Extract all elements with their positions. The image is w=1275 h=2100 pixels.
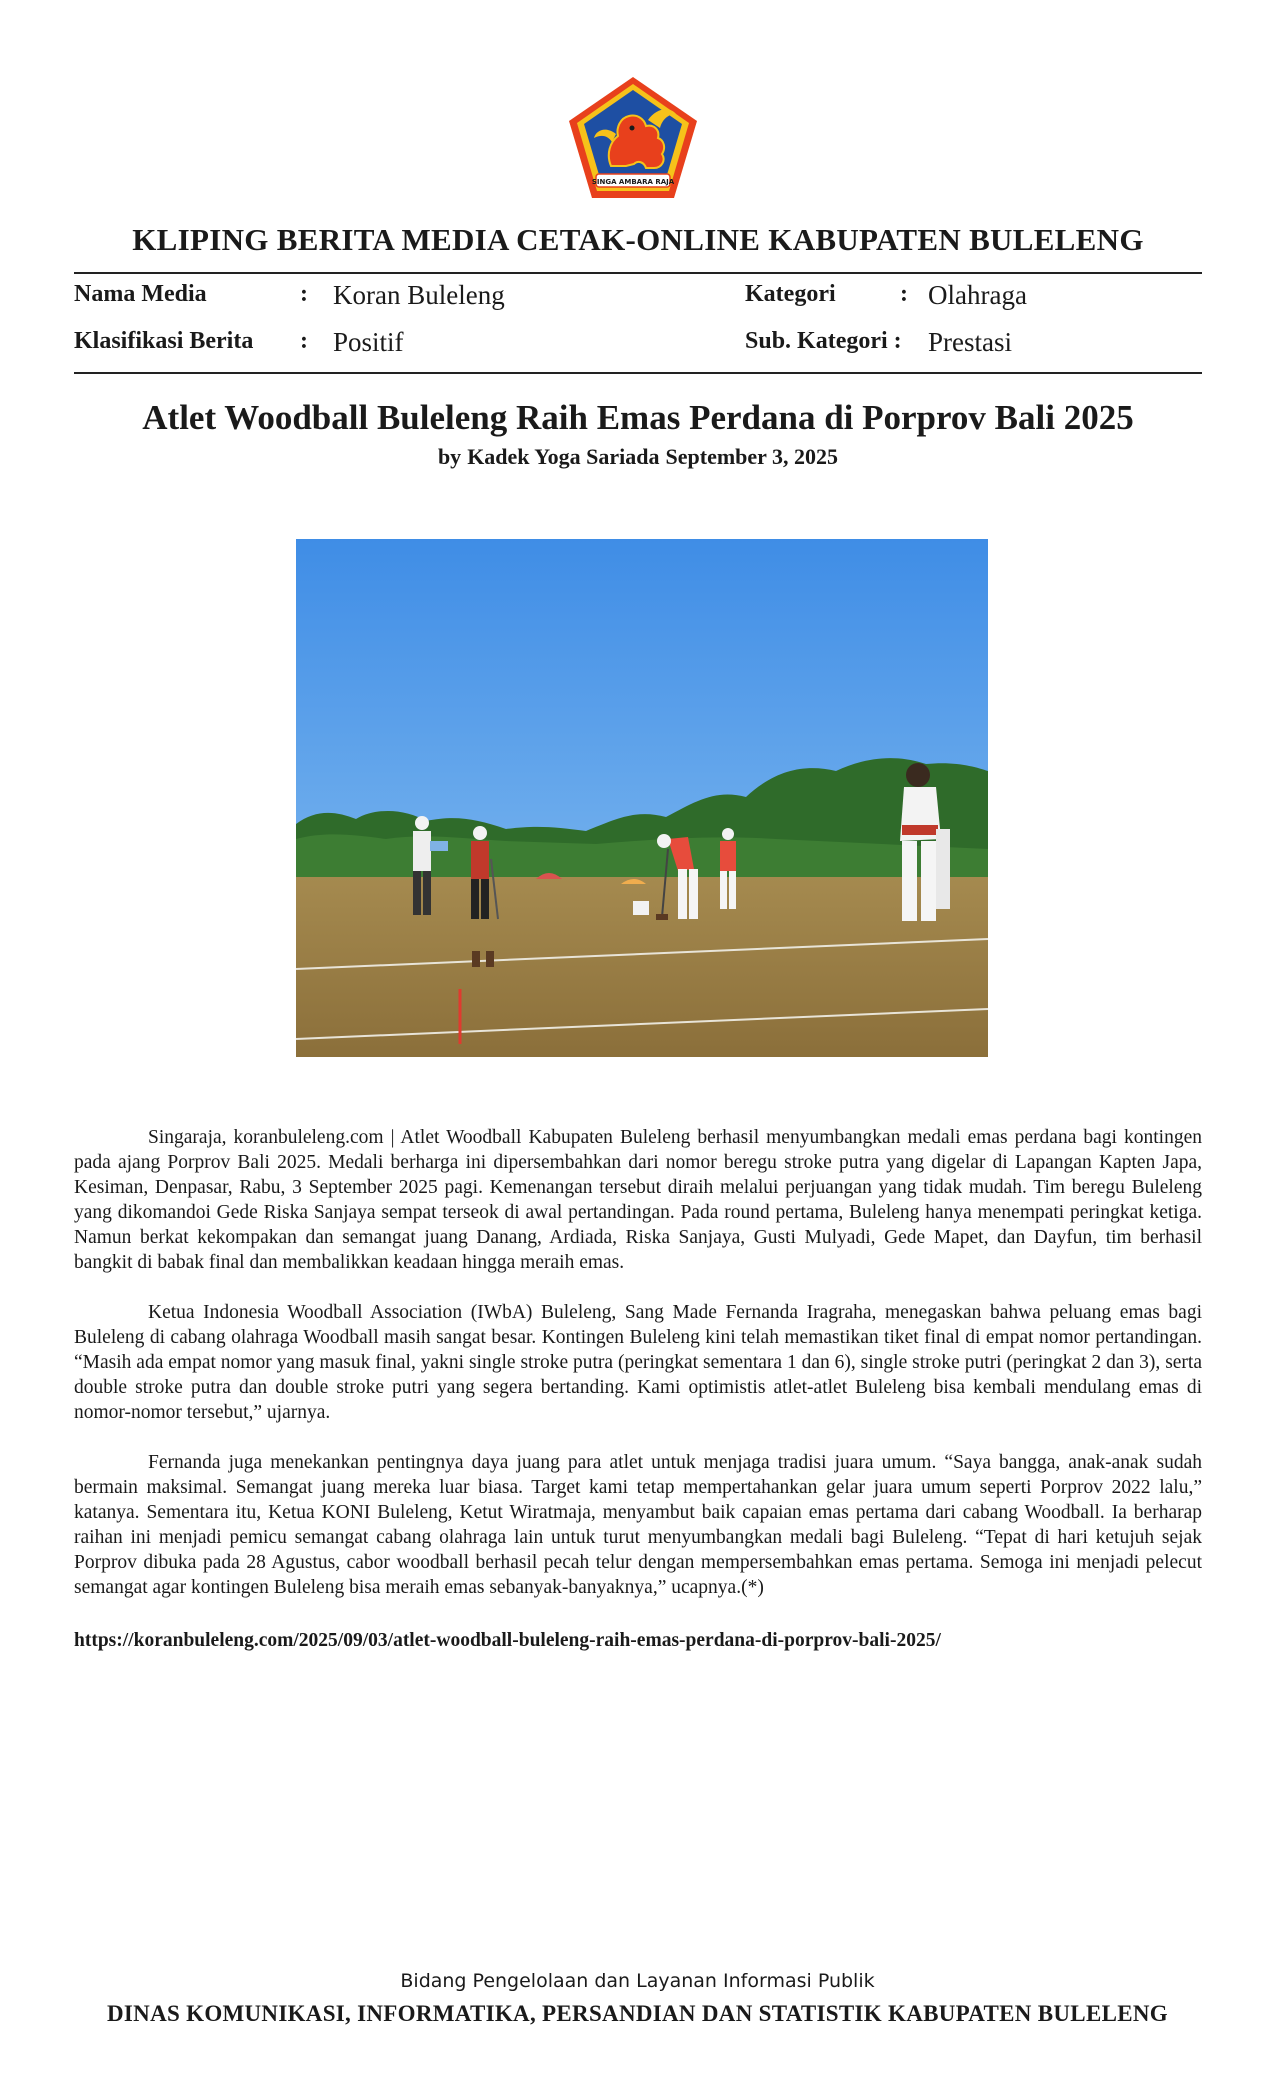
article-paragraph: Singaraja, koranbuleleng.com | Atlet Woodball Kabupaten Buleleng berhasil menyumbangkan medali emas perdana bagi kontingen pada ajang Porprov Bali 2025. Medali berharga ini dipersembahkan dari nomor beregu stroke putra yang digelar di Lapangan Kapten Japa, Kesiman, Denpasar, Rabu, 3 September 2025 pagi. Kemenangan tersebut diraih melalui perjuangan yang tidak mudah. Tim beregu Buleleng yang dikomandoi Gede Riska Sanjaya sempat terseok di awal pertandingan. Pada round pertama, Buleleng hanya menempati peringkat ketiga. Namun berkat kekompakan dan semangat juang Danang, Ardiada, Riska Sanjaya, Gusti Mulyadi, Gede Mapet, dan Dayfun, tim berhasil bangkit di babak final dan membalikkan keadaan hingga meraih emas. [74, 1127, 1202, 1273]
article-paragraph: Ketua Indonesia Woodball Association (IWbA) Buleleng, Sang Made Fernanda Iragraha, menegaskan bahwa peluang emas bagi Buleleng di cabang olahraga Woodball masih sangat besar. Kontingen Buleleng kini telah memastikan tiket final di empat nomor pertandingan. “Masih ada empat nomor yang masuk final, yakni single stroke putra (peringkat sementara 1 dan 6), single stroke putri (peringkat 2 dan 3), serta double stroke putra dan double stroke putri yang segera bertanding. Kami optimistis atlet-atlet Buleleng bisa kembali mendulang emas di nomor-nomor tersebut,” ujarnya. [74, 1302, 1202, 1423]
woodball-match-photo [296, 539, 988, 1057]
article-title: Atlet Woodball Buleleng Raih Emas Perdana di Porprov Bali 2025 [142, 398, 1134, 437]
klasifikasi-label: Klasifikasi Berita [74, 328, 254, 354]
nama-media-colon: : [300, 281, 308, 307]
byline-prefix: by [437, 444, 462, 469]
sub-kategori-value: Prestasi [928, 327, 1012, 357]
kategori-value: Olahraga [928, 280, 1027, 310]
nama-media-value: Koran Buleleng [333, 280, 505, 310]
sub-kategori-label: Sub. Kategori : [745, 328, 902, 354]
nama-media-label: Nama Media [74, 281, 207, 307]
footer-division: Bidang Pengelolaan dan Layanan Informasi Publik [400, 1970, 875, 1992]
article-paragraph: Fernanda juga menekankan pentingnya daya juang para atlet untuk menjaga tradisi juara umum. “Saya bangga, anak-anak sudah bermain maksimal. Semangat juang mereka luar biasa. Target kami tetap mempertahankan gelar juara umum seperti Porprov 2022 lalu,” katanya. Sementara itu, Ketua KONI Buleleng, Ketut Wiratmaja, menyambut baik capaian emas pertama dari cabang Woodball. Ia berharap raihan ini menjadi pemicu semangat cabang olahraga lain untuk turut menyumbangkan medali bagi Buleleng. “Tepat di hari ketujuh sejak Porprov dibuka pada 28 Agustus, cabor woodball berhasil pecah telur dengan mempersembahkan emas pertama. Semoga ini menjadi pelecut semangat agar kontingen Buleleng bisa meraih emas sebanyak-banyaknya,” ucapnya.(*) [74, 1452, 1202, 1598]
header-divider-bottom [74, 372, 1202, 374]
logo-text: SINGA AMBARA RAJA [591, 178, 675, 186]
klasifikasi-colon: : [300, 328, 308, 354]
kategori-label: Kategori [745, 281, 836, 307]
article-byline [74, 444, 1202, 470]
byline-date: September 3, 2025 [665, 444, 839, 469]
klasifikasi-value: Positif [333, 327, 404, 357]
article-source-url[interactable]: https://koranbuleleng.com/2025/09/03/atlet-woodball-buleleng-raih-emas-perdana-di-porprov-bali-2025/ [74, 1630, 941, 1651]
header-divider-top [74, 272, 1202, 274]
clipping-header-title: KLIPING BERITA MEDIA CETAK-ONLINE KABUPATEN BULELENG [132, 222, 1144, 257]
byline-author: Kadek Yoga Sariada [467, 444, 660, 469]
singa-ambara-raja-logo-icon [566, 74, 700, 201]
article-body [74, 1125, 1202, 1625]
footer-agency: DINAS KOMUNIKASI, INFORMATIKA, PERSANDIAN DAN STATISTIK KABUPATEN BULELENG [107, 2001, 1168, 2026]
kategori-colon: : [900, 281, 908, 307]
